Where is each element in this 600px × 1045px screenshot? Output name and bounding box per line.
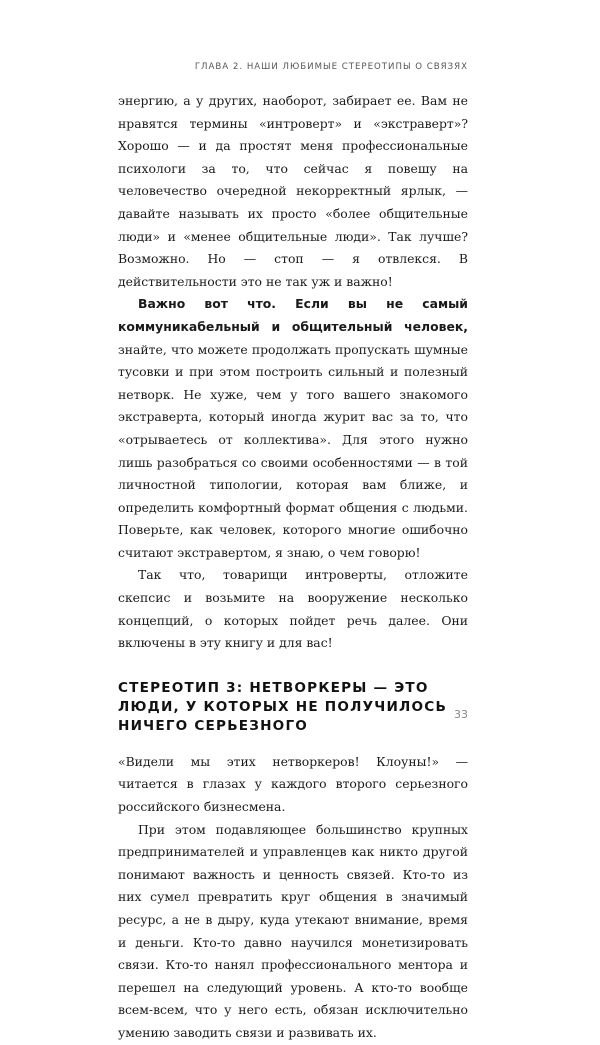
paragraph-2-text: знайте, что можете продолжать пропускать шумные тусовки и при этом построить сильный и полезный нетворк. Не хуже, чем у того вашего знакомого экстраверта, который иногда журит вас за то, что «отрываетесь от коллектива». Для этого нужно лишь разобраться со своими особенностями — в той личностной типологии, которая вам ближе, и определить комфортный формат общения с людьми. Поверьте, как человек, которого многие ошибочно считают экстравертом, я знаю, о чем говорю! xyxy=(118,341,468,560)
paragraph-4: «Видели мы этих нетворкеров! Клоуны!» — читается в глазах у каждого второго серьезного российского бизнесмена. xyxy=(118,753,468,815)
page-content xyxy=(118,90,468,1045)
paragraph-5: При этом подавляющее большинство крупных предпринимателей и управленцев как никто другой понимают важность и ценность связей. Кто-то из них сумел превратить круг общения в значимый ресурс, а не в дыру, куда утекают внимание, время и деньги. Кто-то давно научился монетизировать связи. Кто-то нанял профессионального ментора и перешел на следующий уровень. А кто-то вообще всем-всем, что у него есть, обязан исключительно умению заводить связи и развивать их. xyxy=(118,821,468,1040)
paragraph-1: энергию, а у других, наоборот, забирает ее. Вам не нравятся термины «интроверт» и «экстраверт»? Хорошо — и да простят меня профессиональные психологи за то, что сейчас я повешу на человечество очередной некорректный ярлык, — давайте называть их просто «более общительные люди» и «менее общительные люди». Так лучше? Возможно. Но — стоп — я отвлекся. В действительности это не так уж и важно! xyxy=(118,93,468,289)
section-heading: СТЕРЕОТИП 3: НЕТВОРКЕРЫ — ЭТО ЛЮДИ, У КОТОРЫХ НЕ ПОЛУЧИЛОСЬ НИЧЕГО СЕРЬЕЗНОГО xyxy=(118,679,448,734)
paragraph-2-bold-lead: Важно вот что. Если вы не самый коммуникабельный и общительный человек, xyxy=(118,296,468,334)
paragraph-2 xyxy=(118,293,468,564)
paragraph-3: Так что, товарищи интроверты, отложите скепсис и возьмите на вооружение несколько концепций, о которых пойдет речь далее. Они включены в эту книгу и для вас! xyxy=(118,567,468,651)
page-number: 33 xyxy=(454,708,468,721)
running-header: ГЛАВА 2. НАШИ ЛЮБИМЫЕ СТЕРЕОТИПЫ О СВЯЗЯХ xyxy=(194,62,468,72)
